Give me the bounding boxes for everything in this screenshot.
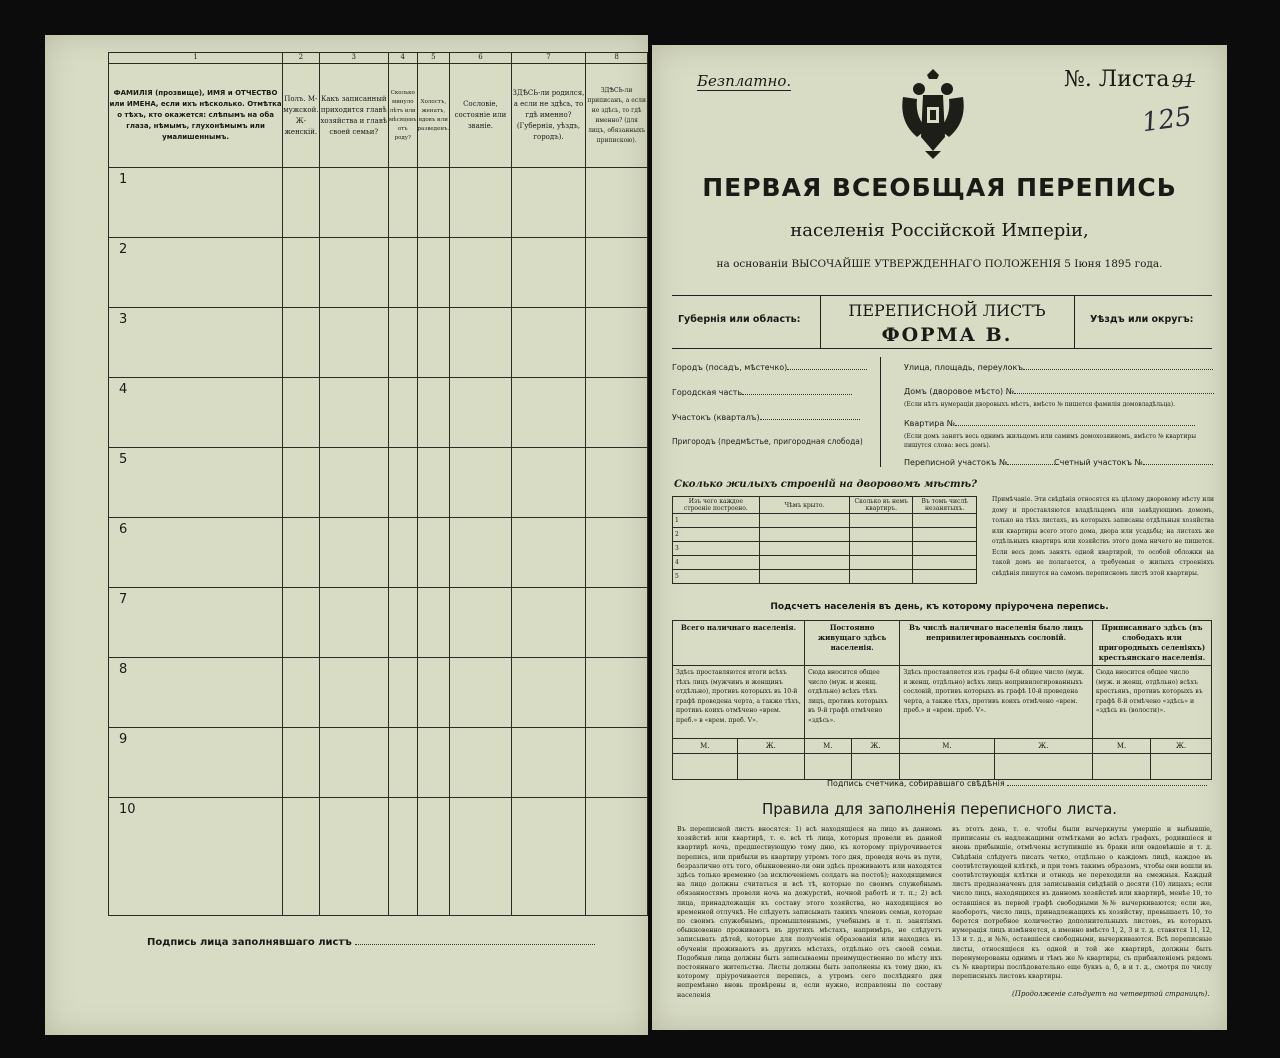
table-row [109, 728, 648, 798]
table-row [673, 528, 977, 542]
column-header-row [109, 64, 648, 168]
form-title: ПЕРЕПИСНОЙ ЛИСТЪ [848, 301, 1046, 320]
field-town-part [672, 388, 852, 397]
row-number: 1 [109, 168, 283, 238]
population-desc: Сюда вносится общее число (муж. и женщ. отдѣльно) всѣхъ тѣхъ лицъ, противъ которыхъ въ 9-й графѣ отмѣчено «здѣсь». [804, 666, 899, 739]
buildings-note: Примѣчаніе. Эти свѣдѣнія относятся къ цѣлому дворовому мѣсту или дому и проставляются владѣльцемъ или завѣдующимъ домомъ, только на тѣхъ листахъ, въ которыхъ записаны отдѣльныя хозяйства или квартиры всего этого дома, двора или усадьбы; на листахъ же отдѣльныхъ квартиръ или хозяйствъ этого дома ничего не пишется. Если весь домъ занятъ одной квартирой, то особой обложки на такой домъ не полагается, а требуемыя о жилыхъ строеніяхъ свѣдѣнія пишутся на самомъ переписномъ листѣ этой квартиры. [992, 496, 1214, 577]
table-row [673, 570, 977, 584]
double-headed-eagle-icon [897, 67, 969, 159]
enumerator-signature-label: Подпись счетчика, собиравшаго свѣдѣнія [827, 779, 1005, 788]
population-desc: Здѣсь проставляются итоги всѣхъ тѣхъ лицъ (мужчинъ и женщинъ отдѣльно), противъ которыхъ въ 10-й графѣ проведена черта, а также тѣхъ, противъ коихъ отмѣчено «врем. преб.» в «врем. преб. V». [673, 666, 805, 739]
column-number: 2 [283, 53, 319, 64]
field-street-label: Улица, площадь, переулокъ [904, 363, 1024, 372]
field-ward-label: Участокъ (кварталъ) [672, 413, 760, 422]
row-number: 7 [109, 588, 283, 658]
table-row [109, 448, 648, 518]
persons-table [108, 52, 648, 916]
province-label: Губернія или область: [678, 314, 801, 325]
row-number: 8 [109, 658, 283, 728]
field-suburb-label: Пригородъ (предмѣстье, пригородная слобода) [672, 437, 863, 446]
buildings-row-number: 1 [673, 514, 760, 528]
population-desc: Здѣсь проставляется изъ графы 6-й общее число (муж. и женщ. отдѣльно) всѣхъ лицъ непривилегированныхъ сословій, противъ которыхъ въ графѣ 10-й проведена черта, а также тѣхъ, противъ коихъ отмѣчено «врем. преб.» и «врем. преб. V». [900, 666, 1093, 739]
column-number: 7 [511, 53, 586, 64]
population-sex-row [673, 739, 1212, 754]
table-row [109, 658, 648, 728]
field-house [904, 387, 1214, 396]
sex-male: М. [804, 739, 851, 754]
table-row [109, 168, 648, 238]
field-apartment-label: Квартира № [904, 419, 956, 428]
field-town [672, 363, 867, 372]
right-page [652, 45, 1227, 1030]
field-apartment-note: (Если домъ занятъ весь однимъ жильцомъ или самимъ домохозяиномъ, вмѣсто № квартиры пишутся слова: весь домъ). [904, 433, 1196, 449]
row-number: 2 [109, 238, 283, 308]
population-header-row [673, 621, 1212, 666]
buildings-header-row [673, 497, 977, 514]
sheet-number-handwritten: 125 [1140, 101, 1194, 139]
column-header-age: Сколько минуло лѣтъ или мѣсяцевъ отъ роду? [389, 64, 418, 168]
field-suburb [672, 437, 863, 446]
row-number: 3 [109, 308, 283, 378]
column-number: 5 [417, 53, 450, 64]
table-row [673, 556, 977, 570]
sex-female: Ж. [737, 739, 804, 754]
population-desc: Сюда вносится общее число (муж. и женщ. отдѣльно) всѣхъ крестьянъ, противъ которыхъ въ графѣ 8-й отмѣчено «здѣсь» и «здѣсь въ (волости)». [1092, 666, 1211, 739]
sex-female: Ж. [851, 739, 900, 754]
sheet-number-crossed: 91 [1172, 71, 1195, 92]
population-table [672, 620, 1212, 780]
column-header-relation: Какъ записанный приходится главѣ хозяйства и главѣ своей семьи? [319, 64, 388, 168]
row-number: 10 [109, 798, 283, 916]
rules-column-right: въ этотъ день, т. е. чтобы были вычеркнуты умершіе и выбывшіе, приписаны съ надлежащими отмѣтками во всѣхъ графахъ, родившіеся и вновь прибывшіе, отмѣчены вступившіе въ браки или овдовѣвшіе и т. д. Свѣдѣнія слѣдуетъ писать четко, отдѣльно о каждомъ лицѣ, каждое въ соотвѣтствующей клѣткѣ, и при томъ такимъ образомъ, чтобы они вошли въ соотвѣтствующія клѣтки и отнюдь не переходили на смежныя. Каждый листъ предназначенъ для записыванія свѣдѣній о десяти (10) лицахъ; если число лицъ, находящихся въ данномъ хозяйствѣ или квартирѣ, менѣе 10, то оставшіяся въ первой графѣ свободными №№ вычеркиваются; если же, наоборотъ, число лицъ, принадлежащихъ къ хозяйству, превышаетъ 10, то берется потребное количество дополнительныхъ листовъ, въ которыхъ нумерація лицъ измѣняется, а именно вмѣсто 1, 2, 3 и т. д. ставятся 11, 12, 13 и т. д., и №№, оставшіеся свободными, вычеркиваются. Всѣ переписные листы, относящіеся къ одной и той же квартирѣ, должны быть перенумерованы однимъ и тѣмъ же № квартиры, съ прибавленіемъ рядомъ съ № квартиры послѣдовательно еще буквъ а, б, в и т. д., смотря по числу переписныхъ листовъ квартиры. [952, 825, 1212, 981]
row-number: 9 [109, 728, 283, 798]
person-signature-line [147, 937, 595, 948]
legal-basis: на основаніи ВЫСОЧАЙШЕ УТВЕРЖДЕННАГО ПОЛОЖЕНІЯ 5 Іюня 1895 года. [716, 258, 1163, 270]
column-number: 3 [319, 53, 388, 64]
population-col-permanent: Постоянно живущаго здѣсь населенія. [804, 621, 899, 666]
population-value-row [673, 754, 1212, 780]
signature-label: Подпись лица заполнявшаго листъ [147, 937, 352, 948]
field-count-district-label: Счетный участокъ № [1054, 458, 1143, 467]
row-number: 6 [109, 518, 283, 588]
population-col-present: Всего наличнаго населенія. [673, 621, 805, 666]
form-header-box [672, 295, 1212, 349]
buildings-col-vacant: Въ томъ числѣ незанятыхъ. [913, 497, 977, 514]
buildings-row-number: 2 [673, 528, 760, 542]
field-census-district-label: Переписной участокъ № [904, 458, 1008, 467]
population-col-peasants: Приписаннаго здѣсь (въ слободахъ или пригородныхъ селеніяхъ) крестьянскаго населенія. [1092, 621, 1211, 666]
form-letter: ФОРМА В. [881, 324, 1013, 346]
buildings-col-apartments: Сколько въ немъ квартиръ. [850, 497, 913, 514]
column-header-sex: Полъ. М-мужской. Ж-женскій. [283, 64, 319, 168]
buildings-row-number: 5 [673, 570, 760, 584]
rules-title: Правила для заполненія переписного листа. [761, 800, 1118, 818]
table-row [109, 238, 648, 308]
column-header-marital: Холостъ, женатъ, вдовъ или разведенъ. [417, 64, 450, 168]
field-census-district [904, 458, 1057, 467]
table-row [109, 798, 648, 916]
page-subtitle: населенія Россійской Имперіи, [790, 220, 1089, 241]
buildings-col-roof: Чѣмъ крыто. [759, 497, 850, 514]
buildings-row-number: 4 [673, 556, 760, 570]
population-title: Подсчетъ населенія въ день, къ которому пріурочена перепись. [770, 602, 1109, 612]
rules-column-left: Въ переписной листъ вносятся: 1) всѣ находящіеся на лицо въ данномъ хозяйствѣ или квартирѣ, т. е. всѣ тѣ лица, которыя провели въ данной квартирѣ ночь, предшествующую тому дню, къ которому пріурочивается перепись, или прибыли въ квартиру утромъ того дня, проведя ночь въ пути, безразлично отъ того, обыкновенно-ли они здѣсь проживаютъ или находятся здѣсь только временно (за исключеніемъ солдатъ на постоѣ); находящимися на лицо должны считаться и всѣ тѣ, которые по своимъ служебнымъ обязанностямъ провели ночь на дежурствѣ, ночной работѣ и т. п.; 2) всѣ лица, принадлежащія къ составу этого хозяйства, но находящіяся во временной отлучкѣ. Не слѣдуетъ записывать такихъ членовъ семьи, которые по своимъ служебнымъ, промышленнымъ, учебнымъ и т. п. занятіямъ обыкновенно проживаютъ въ другихъ мѣстахъ, напримѣръ, не слѣдуетъ записывать дѣтей, которые для полученія образованія или находясь въ обученіи проживаютъ въ другихъ мѣстахъ, отдѣльно отъ своей семьи. Подобныя лица должны быть записываемы преимущественно по мѣсту ихъ постояннаго жительства. Листы должны быть заполнены къ тому дню, къ которому пріурочивается перепись, а утромъ сего послѣдняго дня непремѣнно вновь провѣрены и, если нужно, исправлены по составу населенія [677, 825, 942, 999]
column-header-birthplace: ЗДѢСЬ-ли родился, а если не здѣсь, то гдѣ именно? (Губернія, уѣздъ, городъ). [511, 64, 586, 168]
left-page [45, 35, 648, 1035]
column-number: 8 [586, 53, 648, 64]
table-row [109, 588, 648, 658]
table-row [673, 514, 977, 528]
buildings-col-material: Изъ чего каждое строеніе построено. [673, 497, 760, 514]
column-number: 4 [389, 53, 418, 64]
sex-female: Ж. [994, 739, 1092, 754]
sheet-number-label: №. Листа [1064, 67, 1170, 92]
free-label: Безплатно. [697, 72, 792, 90]
district-label: Уѣздъ или округъ: [1090, 314, 1194, 325]
column-number-row [109, 53, 648, 64]
row-number: 5 [109, 448, 283, 518]
field-house-note: (Если нѣтъ нумераціи дворовыхъ мѣстъ, вмѣсто № пишется фамилія домовладѣльца). [904, 401, 1176, 408]
field-house-label: Домъ (дворовое мѣсто) № [904, 387, 1015, 396]
sex-male: М. [673, 739, 738, 754]
table-row [673, 542, 977, 556]
enumerator-signature-line [827, 779, 1207, 788]
sex-female: Ж. [1151, 739, 1212, 754]
field-apartment [904, 419, 1195, 428]
rules-continued: (Продолженіе слѣдуетъ на четвертой страницѣ). [1012, 990, 1210, 998]
field-street [904, 363, 1213, 372]
buildings-question: Сколько жилыхъ строеній на дворовомъ мѣстѣ? [674, 479, 977, 490]
population-desc-row [673, 666, 1212, 739]
column-number: 1 [109, 53, 283, 64]
table-row [109, 308, 648, 378]
row-number: 4 [109, 378, 283, 448]
column-header-estate: Сословіе, состояніе или званіе. [450, 64, 511, 168]
field-ward [672, 413, 860, 422]
field-town-part-label: Городская часть [672, 388, 743, 397]
buildings-table [672, 496, 977, 584]
column-header-registration: ЗДѢСЬ-ли приписанъ, а если не здѣсь, то гдѣ именно? (для лицъ, обязанныхъ припискою). [586, 64, 648, 168]
buildings-row-number: 3 [673, 542, 760, 556]
table-row [109, 378, 648, 448]
field-town-label: Городъ (посадъ, мѣстечко) [672, 363, 788, 372]
table-row [109, 518, 648, 588]
sex-male: М. [900, 739, 994, 754]
field-count-district [1054, 458, 1213, 467]
page-title: ПЕРВАЯ ВСЕОБЩАЯ ПЕРЕПИСЬ [702, 173, 1177, 202]
population-col-unprivileged: Въ числѣ наличнаго населенія было лицъ непривилегированныхъ сословій. [900, 621, 1093, 666]
sex-male: М. [1092, 739, 1150, 754]
column-header-name: ФАМИЛІЯ (прозвище), ИМЯ и ОТЧЕСТВО или ИМЕНА, если ихъ нѣсколько. Отмѣтка о тѣхъ, кто окажется: слѣпымъ на оба глаза, нѣмымъ, глухонѣмымъ или умалишеннымъ. [109, 64, 283, 168]
column-number: 6 [450, 53, 511, 64]
